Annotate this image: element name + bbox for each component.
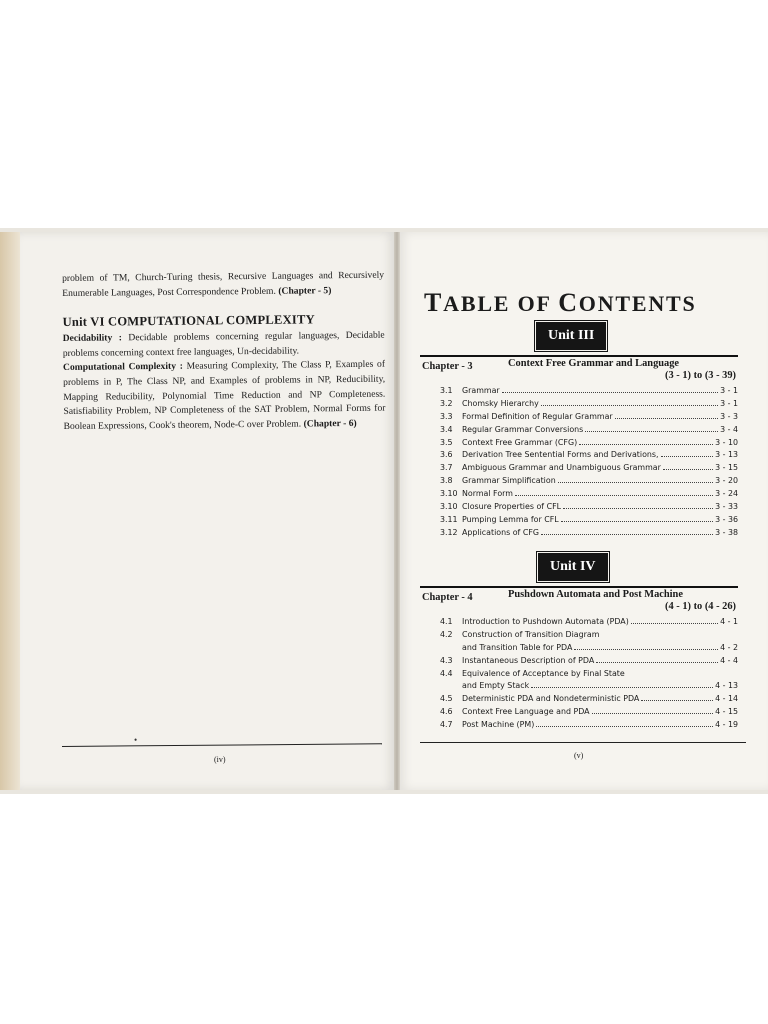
chapter-3-label: Chapter - 3 [422, 361, 473, 372]
toc-entry-title: Grammar [462, 386, 500, 395]
toc-entry-number: 3.5 [440, 437, 453, 447]
toc-entry-number: 3.8 [440, 476, 453, 486]
toc-leader-dots [558, 481, 713, 483]
ink-mark: • [134, 735, 138, 745]
toc-entry-number: 4.7 [440, 720, 453, 730]
toc-entry-title: Regular Grammar Conversions [462, 424, 584, 434]
toc-entry-title: Closure Properties of CFL [462, 502, 562, 512]
left-page-text [62, 269, 386, 435]
unit-iii-badge: Unit III [536, 322, 606, 350]
toc-entry-number: 3.2 [440, 398, 453, 408]
toc-leader-dots [502, 391, 718, 393]
toc-leader-dots [596, 661, 718, 663]
toc-entry [440, 656, 738, 669]
toc-leader-dots [563, 507, 713, 509]
toc-title-part1: ABLE OF [443, 291, 559, 316]
toc-leader-dots [541, 533, 713, 535]
intro-paragraph [62, 269, 384, 302]
left-page-number: (iv) [214, 755, 226, 764]
toc-entry [440, 630, 738, 643]
toc-entry-number: 3.12 [440, 527, 458, 537]
complexity-text: Measuring Complexity, The Class P, Examples of problems in P, The Class NP, and Examples of problems in NP, Reducibility, Mapping Reducibility, Polynomial Time Reduction and NP Completeness. Satisfiability Problem, NP Completeness of the SAT Problem, Normal Forms for Boolean Expressions, Cook's theorem, Node-C over Problem. [63, 358, 386, 432]
toc-leader-dots [615, 417, 718, 419]
chapter-3-range: (3 - 1) to (3 - 39) [665, 370, 736, 381]
toc-leader-dots [592, 712, 713, 714]
toc-entry [440, 694, 738, 707]
toc-leader-dots [631, 622, 718, 624]
toc-entry-number: 4.6 [440, 707, 453, 717]
chapter-4-contents [440, 617, 738, 733]
toc-entry-title: Pumping Lemma for CFL [462, 514, 559, 524]
toc-entry-page: 3 - 3 [720, 411, 738, 421]
chapter-3-rule [420, 355, 738, 357]
toc-entry-title: Context Free Language and PDA [462, 707, 590, 717]
toc-entry-page: 3 - 36 [715, 514, 738, 524]
toc-entry-page: 4 - 14 [715, 694, 738, 704]
book-gutter [394, 232, 400, 790]
chapter-3-title: Context Free Grammar and Language [508, 358, 680, 369]
toc-leader-dots [663, 468, 713, 470]
toc-leader-dots [561, 520, 713, 522]
toc-entry-number: 3.10 [440, 489, 458, 499]
toc-entry-title: Post Machine (PM) [462, 720, 535, 730]
chapter-4-title: Pushdown Automata and Post Machine [508, 589, 683, 600]
toc-entry-title: Introduction to Pushdown Automata (PDA) [462, 617, 629, 626]
toc-entry-title-line2: and Empty Stack [462, 681, 530, 691]
toc-entry-title: Normal Form [462, 489, 513, 499]
toc-entry-title: Context Free Grammar (CFG) [462, 437, 578, 447]
toc-entry [440, 399, 738, 412]
toc-entry-page: 3 - 1 [720, 398, 738, 408]
intro-chapter-ref: (Chapter - 5) [278, 284, 332, 297]
complexity-chapter-ref: (Chapter - 6) [303, 417, 357, 430]
toc-entry-number: 3.10 [440, 502, 458, 512]
toc-entry-page: 3 - 4 [720, 424, 738, 434]
toc-entry-title: Derivation Tree Sentential Forms and Derivations, [462, 450, 659, 460]
toc-title-initial: T [424, 288, 444, 317]
toc-entry-title-line2: and Transition Table for PDA [462, 642, 573, 652]
toc-entry-title: Construction of Transition Diagram [462, 629, 600, 639]
toc-entry-number: 3.6 [440, 450, 453, 460]
toc-entry-title: Deterministic PDA and Nondeterministic PDA [462, 694, 640, 704]
toc-entry-page: 4 - 1 [720, 617, 738, 626]
toc-leader-dots [531, 686, 713, 688]
toc-entry [440, 707, 738, 720]
toc-entry-page: 3 - 13 [715, 450, 738, 460]
toc-entry-page: 3 - 33 [715, 502, 738, 512]
toc-entry-number: 4.2 [440, 629, 453, 639]
toc-entry [440, 450, 738, 463]
toc-entry [440, 476, 738, 489]
complexity-label: Computational Complexity : [62, 361, 183, 374]
toc-entry-number: 3.1 [440, 386, 453, 395]
toc-entry-page: 3 - 38 [715, 527, 738, 537]
toc-entry-continuation [440, 681, 738, 694]
toc-entry-title: Grammar Simplification [462, 476, 556, 486]
toc-entry-number: 3.11 [440, 514, 458, 524]
intro-text: problem of TM, Church-Turing thesis, Recursive Languages and Recursively Enumerable Languages, Post Correspondence Problem. [62, 269, 385, 299]
toc-title-initial-c: C [558, 288, 579, 317]
toc-entry [440, 412, 738, 425]
toc-entry-number: 4.1 [440, 617, 453, 626]
toc-leader-dots [579, 443, 713, 445]
toc-entry [440, 502, 738, 515]
toc-entry-page: 4 - 2 [720, 642, 738, 652]
toc-entry-title: Formal Definition of Regular Grammar [462, 411, 613, 421]
toc-entry-number: 4.5 [440, 694, 453, 704]
toc-entry-page: 4 - 4 [720, 655, 738, 665]
toc-leader-dots [574, 648, 718, 650]
unit-vi-heading: Unit VI COMPUTATIONAL COMPLEXITY [62, 312, 315, 330]
toc-entry-title: Ambiguous Grammar and Unambiguous Grammar [462, 463, 661, 473]
toc-entry [440, 720, 738, 733]
chapter-3-contents [440, 386, 738, 541]
toc-entry-number: 4.4 [440, 668, 453, 678]
toc-entry-title: Equivalence of Acceptance by Final State [462, 668, 625, 678]
toc-entry [440, 669, 738, 682]
right-page-number: (v) [574, 751, 584, 760]
complexity-paragraph [63, 358, 386, 434]
toc-entry [440, 489, 738, 502]
toc-entry-page: 3 - 24 [715, 489, 738, 499]
right-footer-rule [420, 742, 746, 743]
toc-entry-number: 3.7 [440, 463, 453, 473]
toc-entry-page: 3 - 10 [715, 437, 738, 447]
toc-entry-page: 3 - 20 [715, 476, 738, 486]
page-edges [0, 232, 20, 790]
toc-entry-page: 3 - 1 [720, 386, 738, 395]
toc-entry [440, 425, 738, 438]
decidability-label: Decidability : [62, 332, 122, 345]
toc-entry [440, 438, 738, 451]
toc-leader-dots [641, 699, 713, 701]
toc-entry-number: 3.4 [440, 424, 453, 434]
toc-entry-page: 4 - 13 [715, 681, 738, 691]
toc-entry-page: 4 - 19 [715, 720, 738, 730]
toc-entry [440, 463, 738, 476]
toc-leader-dots [536, 725, 713, 727]
chapter-4-label: Chapter - 4 [422, 592, 473, 603]
chapter-4-range: (4 - 1) to (4 - 26) [665, 601, 736, 612]
toc-entry-title: Instantaneous Description of PDA [462, 655, 595, 665]
toc-title-part2: ONTENTS [578, 291, 697, 316]
toc-leader-dots [515, 494, 713, 496]
toc-leader-dots [661, 455, 714, 457]
toc-entry-page: 4 - 15 [715, 707, 738, 717]
toc-entry [440, 515, 738, 528]
chapter-4-rule [420, 586, 738, 588]
toc-entry [440, 617, 738, 630]
toc-entry-title: Applications of CFG [462, 527, 539, 537]
toc-leader-dots [541, 404, 718, 406]
toc-entry-title: Chomsky Hierarchy [462, 398, 539, 408]
toc-entry-page: 3 - 15 [715, 463, 738, 473]
toc-entry-number: 4.3 [440, 655, 453, 665]
toc-leader-dots [585, 430, 718, 432]
unit-iv-badge: Unit IV [538, 553, 608, 581]
decidability-paragraph [63, 329, 385, 362]
toc-entry [440, 528, 738, 541]
decidability-text: Decidable problems concerning regular languages, Decidable problems concerning context free languages, Un-decidability. [62, 329, 385, 359]
toc-entry-number: 3.3 [440, 411, 453, 421]
toc-entry [440, 386, 738, 399]
toc-entry-continuation [440, 643, 738, 656]
toc-title [424, 288, 714, 318]
